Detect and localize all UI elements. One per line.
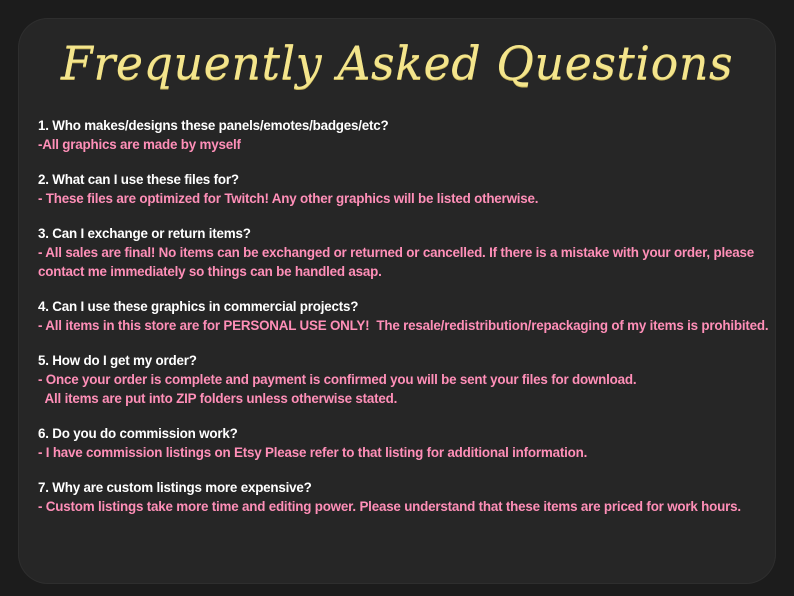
faq-question: 6. Do you do commission work? (38, 426, 238, 441)
faq-answer (38, 189, 768, 208)
faq-answer-line: - Custom listings take more time and editing power. Please understand that these items are priced for work hours. (38, 499, 741, 514)
faq-answer-line: - All items in this store are for PERSONAL USE ONLY! The resale/redistribution/repackaging of my items is prohibited. (38, 318, 769, 333)
faq-answer (38, 316, 768, 335)
faq-question: 5. How do I get my order? (38, 353, 197, 368)
faq-item (38, 297, 768, 335)
faq-answer-line: All items are put into ZIP folders unless otherwise stated. (38, 391, 398, 406)
faq-list (38, 116, 768, 532)
faq-answer-line: -All graphics are made by myself (38, 137, 241, 152)
faq-answer-line: - These files are optimized for Twitch! Any other graphics will be listed otherwise. (38, 191, 539, 206)
faq-answer (38, 370, 768, 408)
faq-answer-line: - All sales are final! No items can be exchanged or returned or cancelled. If there is a mistake with your order, please (38, 245, 754, 260)
faq-question: 1. Who makes/designs these panels/emotes/badges/etc? (38, 118, 389, 133)
faq-item (38, 478, 768, 516)
faq-answer (38, 243, 768, 281)
page-title: Frequently Asked Questions (60, 36, 734, 90)
faq-answer (38, 135, 768, 154)
faq-item (38, 224, 768, 281)
faq-item (38, 170, 768, 208)
faq-answer (38, 497, 768, 516)
faq-item (38, 116, 768, 154)
faq-answer-line: - Once your order is complete and payment is confirmed you will be sent your files for download. (38, 372, 637, 387)
faq-item (38, 424, 768, 462)
faq-question: 3. Can I exchange or return items? (38, 226, 251, 241)
faq-question: 7. Why are custom listings more expensive? (38, 480, 312, 495)
faq-question: 4. Can I use these graphics in commercial projects? (38, 299, 359, 314)
faq-question: 2. What can I use these files for? (38, 172, 239, 187)
faq-item (38, 351, 768, 408)
faq-answer (38, 443, 768, 462)
faq-answer-line: - I have commission listings on Etsy Please refer to that listing for additional information. (38, 445, 588, 460)
faq-answer-line: contact me immediately so things can be handled asap. (38, 264, 382, 279)
